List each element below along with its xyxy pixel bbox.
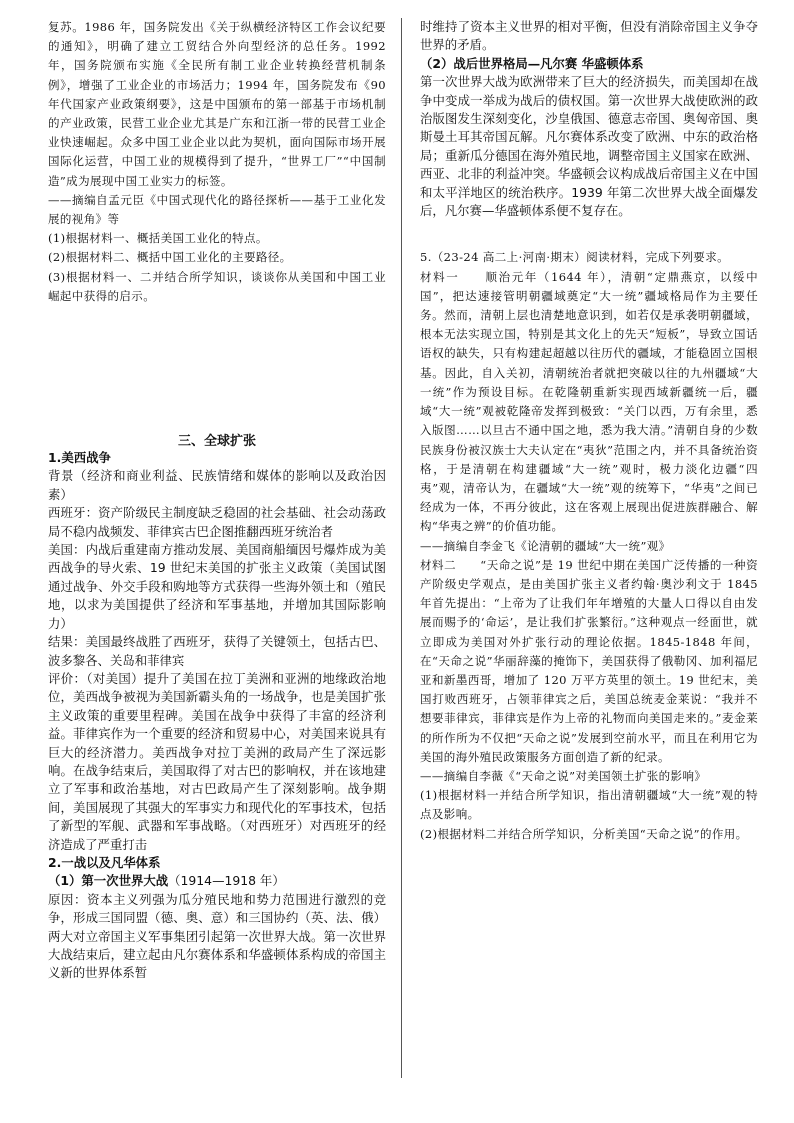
question-3: (3)根据材料一、二并结合所学知识，谈谈你从美国和中国工业崛起中获得的启示。 xyxy=(48,269,386,303)
question-5 xyxy=(420,248,758,843)
question-5-1: (1)根据材料一并结合所学知识，指出清朝疆域“大一统”观的特点及影响。 xyxy=(420,788,758,822)
paragraph-result: 结果：美国最终战胜了西班牙，获得了关键领土，包括古巴、波多黎各、关岛和菲律宾 xyxy=(48,634,386,668)
question-2: (2)根据材料二、概括中国工业化的主要路径。 xyxy=(48,250,292,265)
paragraph-continuation: 时维持了资本主义世界的相对平衡，但没有消除帝国主义争夺世界的矛盾。 xyxy=(420,19,758,53)
right-column xyxy=(420,18,758,844)
material-source: ——摘编自孟元臣《中国式现代化的路径探析——基于工业化发展的视角》等 xyxy=(48,192,386,227)
postwar-section xyxy=(420,18,758,220)
question-5-2: (2)根据材料二并结合所学知识，分析美国“天命之说”的作用。 xyxy=(420,826,748,841)
question-1: (1)根据材料一、概括美国工业化的特点。 xyxy=(48,231,268,246)
material-text: 复苏。1986 年，国务院发出《关于纵横经济特区工作会议纪要的通知》，明确了建立工贸结合外向型经济的总任务。1992 年，国务院颁布实施《全民所有制工业企业转换经营机制条例》，增强了工业企业的市场活力；1994 年，国务院发布《90 年代国家产业政策纲要》，这是中国颁布的第一部基于市场机制的产业政策，民营工业企业尤其是广东和江浙一带的民营工业企业快速崛起。众多中国工业企业以此为契机，面向国际市场开展国际化运营，中国工业的规模得到了提升，“世界工厂”“中国制造”成为展现中国工业实力的标签。 xyxy=(48,20,386,188)
paragraph-background: 背景（经济和商业利益、民族情绪和媒体的影响以及政治因素） xyxy=(48,468,386,502)
material-1: 材料一 顺治元年（1644 年），清朝“定鼎燕京，以绥中国”，把达速接管明朝疆域奠定“大一统”疆域格局作为主要任务。然而，清朝上层也清楚地意识到，如若仅是承袭明朝疆域，根本无法实现立国，特别是其文化上的先天“短板”，导致立国话语权的缺失，只有构建起超越以往历代的疆域，才能稳固立国根基。因此，自入关初，清朝统治者就把突破以往的九州疆域“大一统”作为预设目标。在乾隆朝重新实现西域新疆统一后，疆域“大一统”观被乾隆帝发挥到极致：“关门以西，万有余里，悉入版图……以旦古不通中国之地，悉为我大清。”清朝自身的少数民族身份被汉族士大夫认定在“夷狄”范围之内，并不具备统治资格，于是清朝在构建疆域“大一统”观时，极力淡化边疆“四夷”观，清帝认为，在疆域“大一统”观的统筹下，“华夷”之间已经成为一体，不再分彼此，这在客观上展现出促进族群融合、解构“华夷之辨”的价值功能。 xyxy=(420,269,758,534)
paragraph-evaluation: 评价：（对美国）提升了美国在拉丁美洲和亚洲的地缘政治地位，美西战争被视为美国新霸头角的一场战争，也是美国扩张主义政策的重要里程碑。美国在战争中获得了丰富的经济利益。菲律宾作为一个重要的经济和贸易中心，对美国来说具有巨大的经济潜力。美西战争对拉丁美洲的政局产生了深远影响。在战争结束后，美国取得了对古巴的影响权，并在该地建立了军事和政治基地，对古巴政局产生了深刻影响。战争期间，美国展现了其强大的军事实力和现代化的军事技术，包括了新型的军舰、武器和军事战略。（对西班牙）对西班牙的经济造成了严重打击 xyxy=(48,670,386,852)
material-2-source: ——摘编自李薇《“天命之说”对美国领土扩张的影响》 xyxy=(420,768,707,783)
paragraph-postwar: 第一次世界大战为欧洲带来了巨大的经济损失，而美国却在战争中变成一举成为战后的债权国。第一次世界大战使欧洲的政治版图发生深刻变化，沙皇俄国、德意志帝国、奥匈帝国、奥斯曼土耳其帝国瓦解。凡尔赛体系改变了欧洲、中东的政治格局；重新瓜分德国在海外殖民地，调整帝国主义国家在欧洲、西亚、北非的利益冲突。华盛顿会议构成战后帝国主义在中国和太平洋地区的统治秩序。1939 年第二次世界大战全面爆发后，凡尔赛—华盛顿体系便不复存在。 xyxy=(420,74,758,219)
material-1-source: ——摘编自李金飞《论清朝的疆域“大一统”观》 xyxy=(420,538,671,553)
question-intro: 5.（23-24 高二上·河南·期末）阅读材料，完成下列要求。 xyxy=(420,250,729,265)
left-column xyxy=(48,18,386,983)
spanish-american-war-section xyxy=(48,449,386,983)
column-divider xyxy=(401,18,402,1078)
subheading-ww1-years: （1914—1918 年） xyxy=(168,873,285,889)
material-2: 材料二 “天命之说”是 19 世纪中期在美国广泛传播的一种资产阶级史学观点，是由美国扩张主义者约翰·奥沙利文于 1845 年首先提出：“上帝为了让我们年年增殖的大量人口得以自由发展而赐予的‘命运’，是让我们扩张繁衍。”这种观点一经面世，就立即成为美国对外扩张行动的理论依据。1845-1848 年间，在“天命之说”华丽辞藻的掩饰下，美国获得了俄勒冈、加利福尼亚和新墨西哥，增加了 120 万平方英里的领土。19 世纪末，美国打败西班牙，占领菲律宾之后，美国总统麦金莱说：“我并不想要菲律宾，菲律宾是作为上帝的礼物而向美国走来的。”麦金莱的所作所为不仅把“天命之说”发展到空前水平，而且在利用它为美国的海外殖民政策服务方面创造了新的纪录。 xyxy=(420,557,758,764)
material-continuation xyxy=(48,18,386,306)
section-heading: 2.一战以及凡华体系 xyxy=(48,854,161,870)
subheading-ww1 xyxy=(48,872,386,890)
section-heading: 1.美西战争 xyxy=(48,450,111,466)
subheading-ww1-title: （1）第一次世界大战 xyxy=(48,873,169,889)
section-title: 三、全球扩张 xyxy=(177,434,256,450)
paragraph-ww1: 原因：资本主义列强为瓜分殖民地和势力范围进行激烈的竞争，形成三国同盟（德、奥、意）和三国协约（英、法、俄）两大对立帝国主义军事集团引起第一次世界大战。第一次世界大战结束后，建立起由凡尔赛体系和华盛顿体系构成的帝国主义新的世界体系暂 xyxy=(48,891,386,981)
paragraph-usa: 美国：内战后重建南方推动发展、美国商船缅因号爆炸成为美西战争的导火索、19 世纪末美国的扩张主义政策（美国试图通过战争、外交手段和购地等方式获得一些海外领土和（殖民地，以求为美国提供了经济和军事基地，并增加其国际影响力） xyxy=(48,542,386,631)
paragraph-spain: 西班牙：资产阶级民主制度缺乏稳固的社会基础、社会动荡政局不稳内战频发、菲律宾古巴企图推翻西班牙统治者 xyxy=(48,505,386,539)
subheading-postwar: （2）战后世界格局—凡尔赛 华盛顿体系 xyxy=(420,55,644,71)
